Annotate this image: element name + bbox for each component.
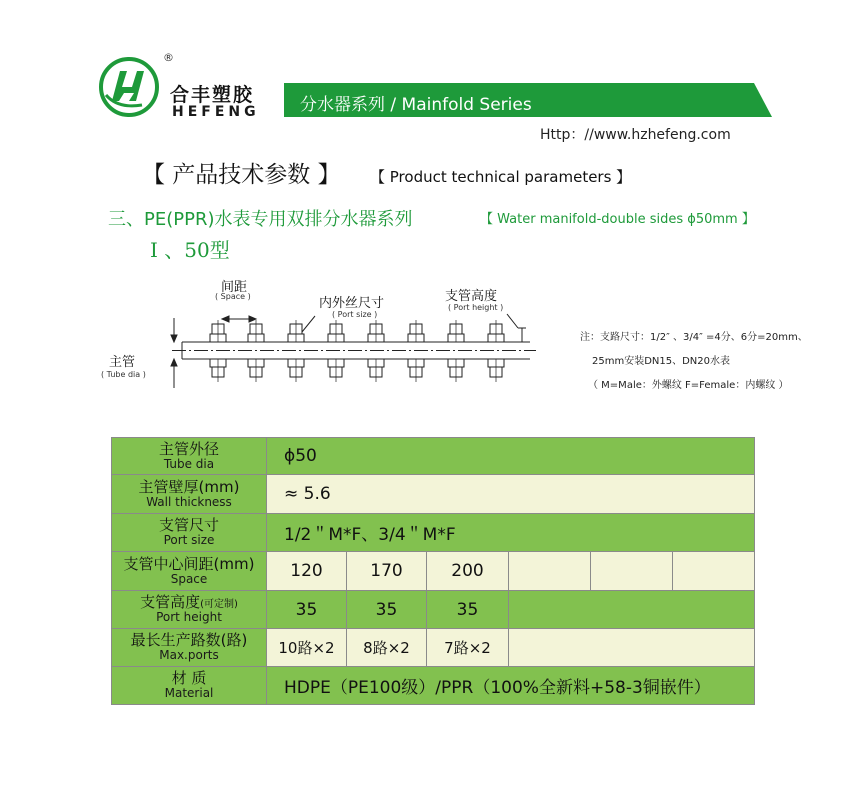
- table-cell: [673, 552, 755, 591]
- website-url[interactable]: Http：//www.hzhefeng.com: [540, 127, 731, 143]
- section-title: 【 产品技术参数 】: [142, 162, 341, 188]
- model-title: Ⅰ 、50型: [150, 238, 230, 262]
- row-header: 支管尺寸 Port size: [112, 514, 267, 552]
- table-row: [112, 475, 755, 514]
- table-row: [112, 629, 755, 667]
- port-height-label: 支管高度: [445, 289, 498, 304]
- space-label-en: ( Space ): [215, 292, 251, 301]
- tube-label: 主管: [109, 355, 136, 370]
- table-cell: 8路×2: [347, 629, 427, 667]
- row-header: 支管高度(可定制) Port height: [112, 591, 267, 629]
- table-cell: 35: [427, 591, 509, 629]
- port-size-label: 内外丝尺寸: [319, 296, 385, 311]
- table-cell: 200: [427, 552, 509, 591]
- row-header: 最长生产路数(路) Max.ports: [112, 629, 267, 667]
- row-header: 主管壁厚(mm) Wall thickness: [112, 475, 267, 514]
- table-cell: 35: [267, 591, 347, 629]
- table-row: [112, 552, 755, 591]
- material-value: HDPE（PE100级）/PPR（100%全新料+58-3铜嵌件）: [267, 667, 755, 705]
- product-series-title: 三、PE(PPR)水表专用双排分水器系列: [108, 209, 413, 230]
- table-cell: 10路×2: [267, 629, 347, 667]
- brand-name-cn: 合丰塑胶: [170, 84, 255, 106]
- row-header: 主管外径 Tube dia: [112, 438, 267, 475]
- tube-label-en: ( Tube dia ): [101, 370, 146, 379]
- table-row: [112, 438, 755, 475]
- table-cell-empty: [509, 591, 755, 629]
- table-row: [112, 591, 755, 629]
- note-line-3: （ M=Male：外螺纹 F=Female：内螺纹 ）: [588, 380, 789, 391]
- table-cell: [509, 552, 591, 591]
- series-banner-text: 分水器系列 / Mainfold Series: [300, 95, 532, 115]
- product-series-title-en: 【 Water manifold-double sides ϕ50mm 】: [480, 212, 755, 227]
- table-cell: 170: [347, 552, 427, 591]
- tube-dia-value: ϕ50: [267, 438, 755, 475]
- port-height-label-en: ( Port height ): [448, 303, 504, 312]
- spec-table: [111, 437, 755, 705]
- space-label: 间距: [221, 280, 248, 295]
- note-line-1: 注：支路尺寸：1/2″ 、3/4″ =4分、6分=20mm、: [580, 332, 808, 343]
- section-title-en: 【 Product technical parameters 】: [370, 168, 632, 186]
- brand-name-en: HEFENG: [172, 104, 260, 120]
- wall-thickness-value: ≈ 5.6: [267, 475, 755, 514]
- row-header: 材 质 Material: [112, 667, 267, 705]
- registered-mark: ®: [163, 51, 174, 64]
- table-row: [112, 667, 755, 705]
- hefeng-logo-icon: [98, 57, 160, 117]
- table-cell-empty: [509, 629, 755, 667]
- table-cell: 120: [267, 552, 347, 591]
- row-header: 支管中心间距(mm) Space: [112, 552, 267, 591]
- table-cell: [591, 552, 673, 591]
- table-row: [112, 514, 755, 552]
- manifold-diagram: [160, 308, 540, 398]
- port-size-label-en: ( Port size ): [332, 310, 378, 319]
- port-size-value: 1/2＂M*F、3/4＂M*F: [267, 514, 755, 552]
- table-cell: 35: [347, 591, 427, 629]
- note-line-2: 25mm安装DN15、DN20水表: [592, 356, 731, 367]
- table-cell: 7路×2: [427, 629, 509, 667]
